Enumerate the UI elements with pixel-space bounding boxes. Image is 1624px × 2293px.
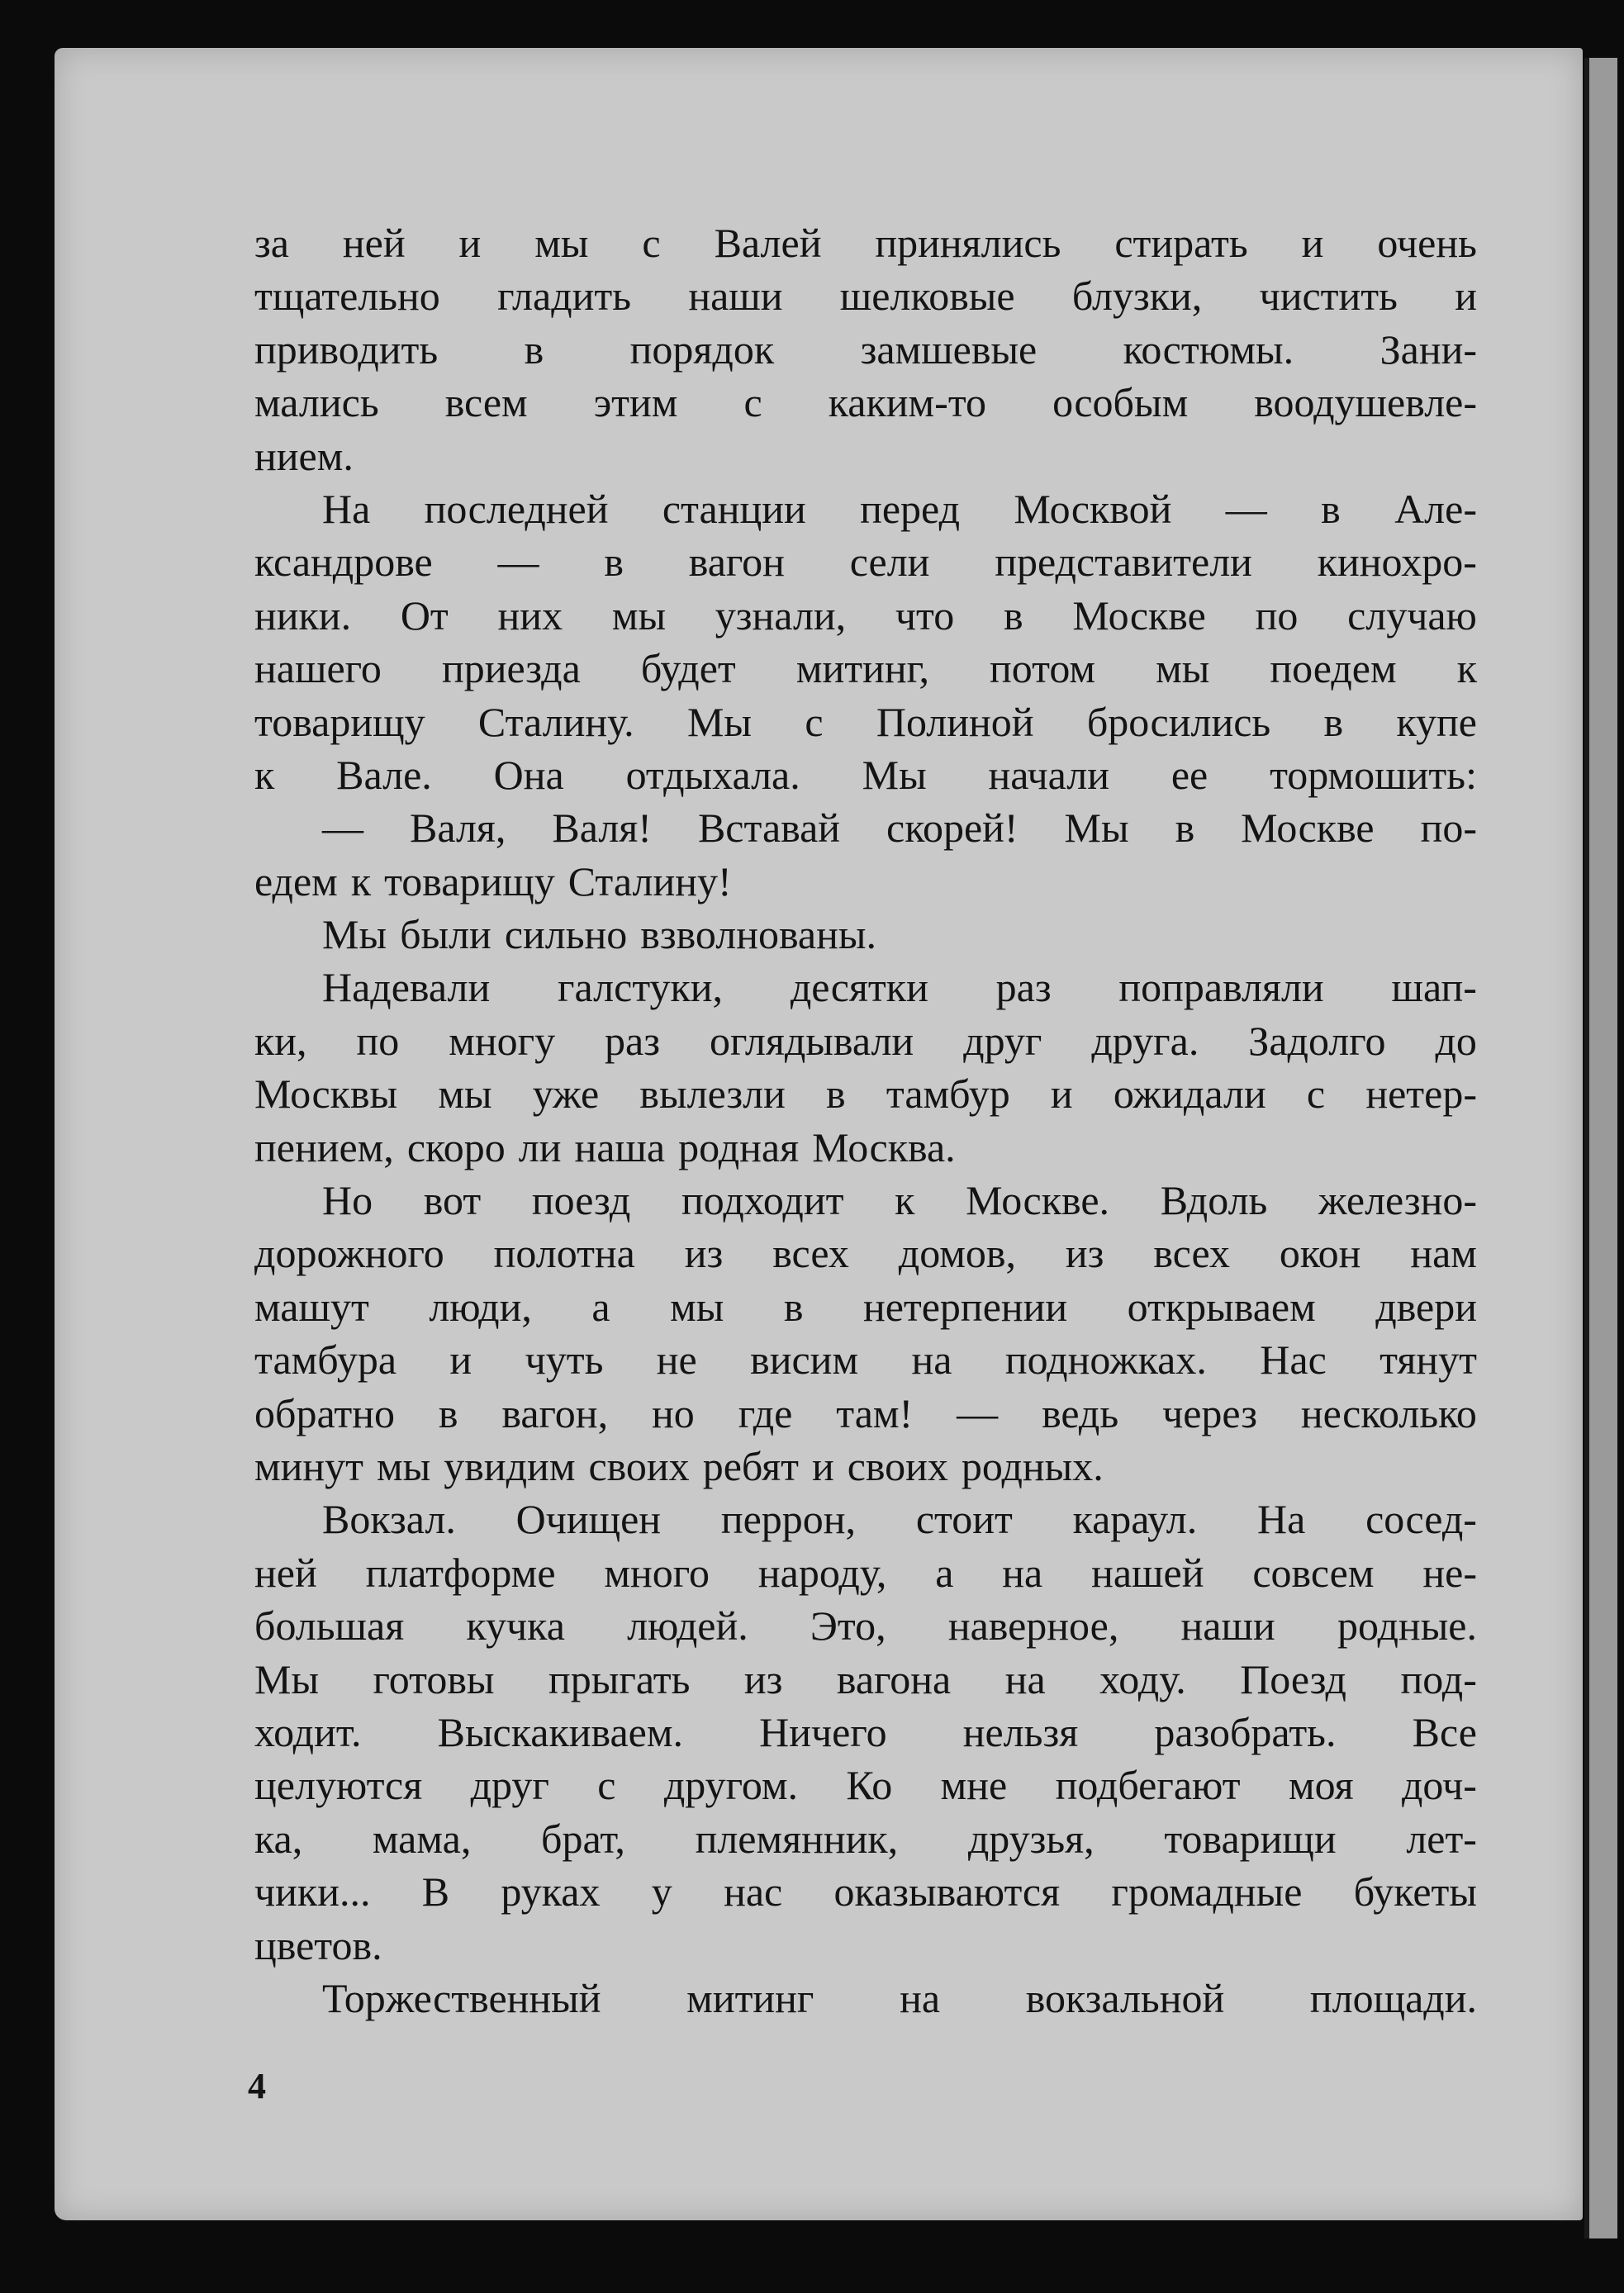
text-line: едем к товарищу Сталину!: [254, 857, 732, 904]
page-number: 4: [248, 2066, 266, 2106]
text-line: к Вале. Она отдыхала. Мы начали ее тормошить:: [254, 751, 1477, 798]
text-line: мались всем этим с каким-то особым воодушевле-: [254, 379, 1477, 426]
text-line: ка, мама, брат, племянник, друзья, товарищи лет-: [254, 1815, 1477, 1862]
text-line: приводить в порядок замшевые костюмы. Зани-: [254, 325, 1477, 373]
text-line: Надевали галстуки, десятки раз поправляли шап-: [322, 964, 1477, 1011]
text-line: пением, скоро ли наша родная Москва.: [254, 1123, 956, 1170]
text-line: минут мы увидим своих ребят и своих родных.: [254, 1442, 1104, 1489]
text-line: Торжественный митинг на вокзальной площади.: [322, 1974, 1477, 2021]
text-line: Вокзал. Очищен перрон, стоит караул. На сосед-: [322, 1496, 1477, 1543]
text-line: На последней станции перед Москвой — в Але-: [322, 485, 1477, 532]
text-line: дорожного полотна из всех домов, из всех окон нам: [254, 1230, 1477, 1277]
text-line: ксандрове — в вагон сели представители кинохро-: [254, 539, 1477, 586]
text-line: обратно в вагон, но где там! — ведь через несколько: [254, 1389, 1477, 1436]
text-line: ники. От них мы узнали, что в Москве по случаю: [254, 591, 1477, 639]
next-page-edge: [1584, 58, 1617, 2238]
text-line: Москвы мы уже вылезли в тамбур и ожидали с нетер-: [254, 1071, 1477, 1118]
text-line: Мы готовы прыгать из вагона на ходу. Поезд под-: [254, 1655, 1477, 1702]
text-line: тщательно гладить наши шелковые блузки, чистить и: [254, 273, 1477, 320]
text-line: большая кучка людей. Это, наверное, наши родные.: [254, 1602, 1477, 1650]
text-line: ки, по многу раз оглядывали друг друга. Задолго до: [254, 1017, 1477, 1064]
text-line: — Валя, Валя! Вставай скорей! Мы в Москве по-: [322, 805, 1477, 852]
text-line: товарищу Сталину. Мы с Полиной бросились в купе: [254, 698, 1477, 745]
text-line: машут люди, а мы в нетерпении открываем двери: [254, 1283, 1477, 1330]
text-line: тамбура и чуть не висим на подножках. Нас тянут: [254, 1336, 1477, 1384]
text-line: за ней и мы с Валей принялись стирать и очень: [254, 220, 1477, 266]
text-line: цветов.: [254, 1921, 382, 1968]
text-line: нашего приезда будет митинг, потом мы поедем к: [254, 645, 1477, 692]
text-line: чики... В руках у нас оказываются громадные букеты: [254, 1868, 1477, 1916]
text-line: ходит. Выскакиваем. Ничего нельзя разобрать. Все: [254, 1708, 1477, 1755]
text-line: ней платформе много народу, а на нашей совсем не-: [254, 1549, 1477, 1596]
text-line: Мы были сильно взволнованы.: [322, 911, 876, 958]
text-line: целуются друг с другом. Ко мне подбегают моя доч-: [254, 1762, 1477, 1809]
text-line: нием.: [254, 432, 354, 479]
text-line: Но вот поезд подходит к Москве. Вдоль железно-: [322, 1177, 1477, 1224]
body-text: [254, 216, 1477, 2025]
